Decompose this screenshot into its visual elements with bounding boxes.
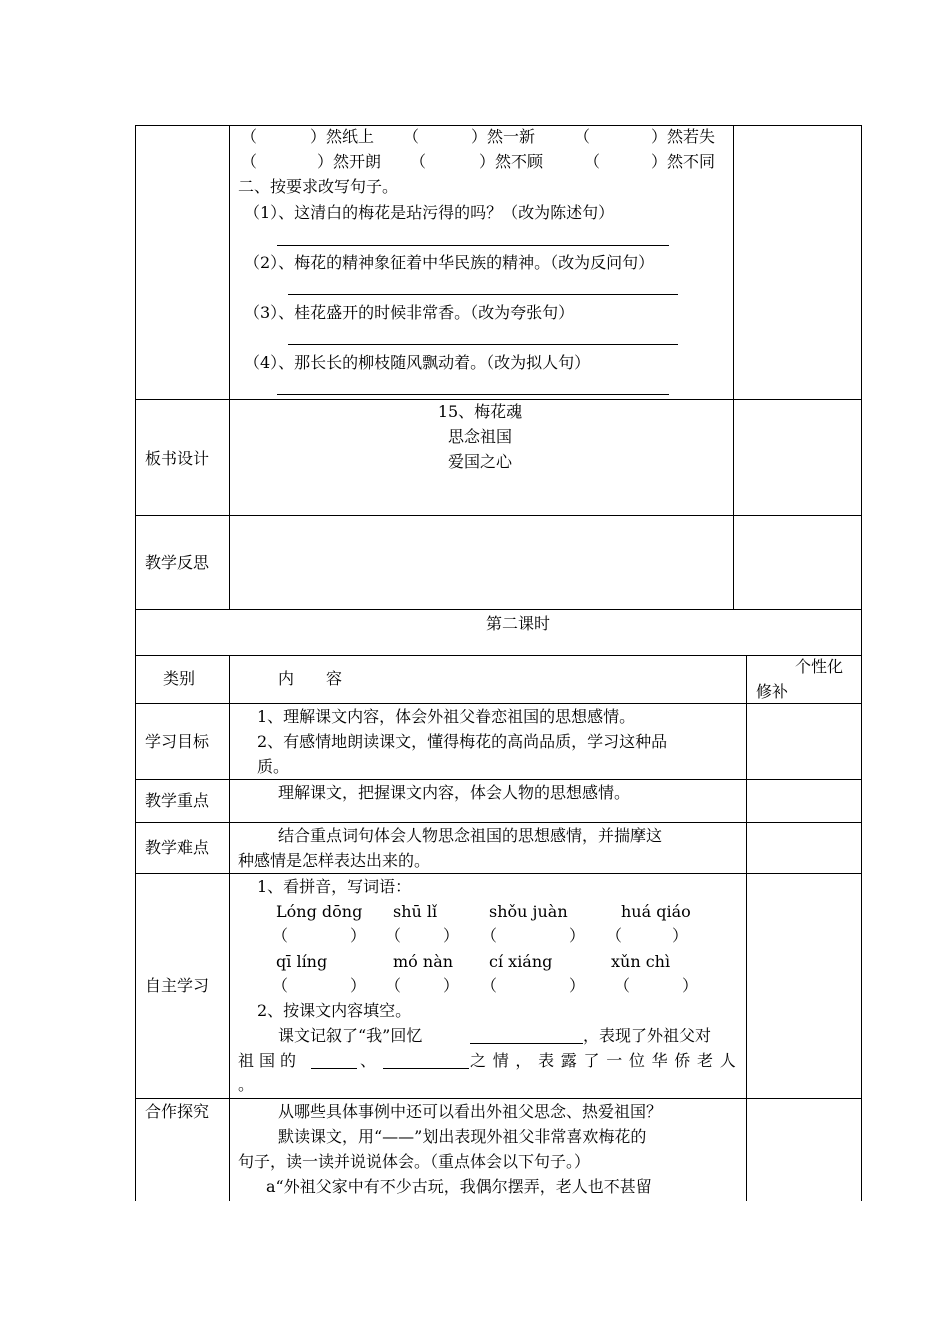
goals-label: 学习目标: [145, 732, 210, 751]
key-label: 教学重点: [145, 791, 210, 810]
self-study-item: 2、按课文内容填空。: [257, 1001, 412, 1020]
fill-word: ）然不顾: [479, 152, 544, 171]
paren-close: ）: [682, 976, 699, 995]
board-line: 爱国之心: [447, 452, 512, 471]
board-line: 思念祖国: [447, 427, 512, 446]
goal-line: 1、理解课文内容，体会外祖父眷恋祖国的思想感情。: [257, 707, 636, 726]
table-row-line: [135, 609, 862, 610]
self-study-label: 自主学习: [145, 976, 210, 995]
fill-paren: （: [410, 152, 427, 171]
fill-paren: （: [574, 127, 591, 146]
difficulty-line: 结合重点词句体会人物思念祖国的思想感情，并揣摩这: [278, 826, 663, 845]
rewrite-item: （4）、那长长的柳枝随风飘动着。（改为拟人句）: [244, 353, 591, 372]
fill-word: ）然若失: [651, 127, 716, 146]
difficulty-label: 教学难点: [145, 838, 210, 857]
fill-word: ）然纸上: [310, 127, 375, 146]
paren-open: （: [481, 926, 498, 945]
table-col-line: [733, 125, 734, 609]
rewrite-title: 二、按要求改写句子。: [238, 177, 399, 196]
goal-line: 2、有感情地朗读课文，懂得梅花的高尚品质，学习这种品: [257, 732, 668, 751]
answer-line: [277, 245, 669, 246]
answer-line: [288, 344, 678, 345]
paren-close: ）: [569, 976, 586, 995]
pinyin: Lóng dōng: [276, 902, 363, 921]
fill-text: 之情，表露了一位华侨老人: [470, 1051, 743, 1070]
board-label: 板书设计: [145, 449, 210, 468]
pinyin: mó nàn: [393, 952, 454, 971]
table-row-line: [135, 655, 862, 656]
paren-open: （: [614, 976, 631, 995]
lesson2-title: 第二课时: [485, 614, 550, 633]
answer-line: [288, 294, 678, 295]
paren-close: ）: [443, 976, 460, 995]
fill-paren: （: [403, 127, 420, 146]
table-row-line: [135, 399, 862, 400]
coop-line: 默读课文，用“——”划出表现外祖父非常喜欢梅花的: [278, 1127, 647, 1146]
self-study-item: 1、看拼音，写词语：: [257, 877, 412, 896]
coop-line: 从哪些具体事例中还可以看出外祖父思念、热爱祖国？: [278, 1102, 663, 1121]
fill-paren: （: [241, 127, 258, 146]
paren-open: （: [481, 976, 498, 995]
coop-label: 合作探究: [145, 1102, 210, 1121]
paren-open: （: [385, 926, 402, 945]
fill-word: ）然不同: [651, 152, 716, 171]
pinyin: shǒu juàn: [489, 902, 568, 921]
paren-open: （: [272, 926, 289, 945]
fill-blank: [311, 1068, 357, 1069]
table-row-line: [135, 822, 862, 823]
key-text: 理解课文，把握课文内容，体会人物的思想感情。: [278, 783, 631, 802]
fill-text: 。: [238, 1075, 255, 1094]
table-row-line: [135, 703, 862, 704]
table-border-top: [135, 125, 862, 126]
header-personal: 个性化: [795, 657, 844, 676]
pinyin: cí xiáng: [489, 952, 553, 971]
table-col-line: [746, 655, 747, 1201]
paren-close: ）: [350, 926, 367, 945]
table-col-line: [229, 125, 230, 609]
header-content: 内 容: [278, 669, 343, 688]
pinyin: qī líng: [276, 952, 328, 971]
goal-line: 质。: [257, 757, 290, 776]
table-row-line: [135, 873, 862, 874]
reflection-label: 教学反思: [145, 553, 210, 572]
fill-blank: [383, 1068, 469, 1069]
paren-close: ）: [672, 926, 689, 945]
answer-line: [277, 394, 669, 395]
rewrite-item: （3）、桂花盛开的时候非常香。（改为夸张句）: [244, 303, 575, 322]
table-row-line: [135, 779, 862, 780]
header-personal: 修补: [756, 682, 789, 701]
fill-blank: [470, 1043, 583, 1044]
fill-text: ，表现了外祖父对: [583, 1026, 712, 1045]
coop-line: a“外祖父家中有不少古玩，我偶尔摆弄，老人也不甚留: [266, 1177, 652, 1196]
table-border-right: [861, 125, 862, 1201]
rewrite-item: （1）、这清白的梅花是玷污得的吗？（改为陈述句）: [244, 203, 615, 222]
table-row-line: [135, 515, 862, 516]
paren-open: （: [272, 976, 289, 995]
paren-close: ）: [569, 926, 586, 945]
table-row-line: [135, 1098, 862, 1099]
fill-text: 课文记叙了“我”回忆: [278, 1026, 423, 1045]
paren-close: ）: [350, 976, 367, 995]
paren-open: （: [606, 926, 623, 945]
header-category: 类别: [163, 669, 196, 688]
fill-word: ）然一新: [471, 127, 536, 146]
fill-word: ）然开朗: [317, 152, 382, 171]
board-line: 15、梅花魂: [437, 402, 523, 421]
table-border-left: [135, 125, 136, 1201]
rewrite-item: （2）、梅花的精神象征着中华民族的精神。（改为反问句）: [244, 253, 655, 272]
difficulty-line: 种感情是怎样表达出来的。: [238, 851, 431, 870]
pinyin: xǔn chì: [611, 952, 671, 971]
pinyin: huá qiáo: [621, 902, 691, 921]
fill-text: 、: [360, 1051, 377, 1070]
pinyin: shū lǐ: [393, 902, 438, 921]
fill-text: 祖国的: [238, 1051, 302, 1070]
table-col-line: [229, 655, 230, 1201]
fill-paren: （: [241, 152, 258, 171]
fill-paren: （: [584, 152, 601, 171]
paren-close: ）: [443, 926, 460, 945]
paren-open: （: [385, 976, 402, 995]
coop-line: 句子，读一读并说说体会。（重点体会以下句子。）: [238, 1152, 591, 1171]
